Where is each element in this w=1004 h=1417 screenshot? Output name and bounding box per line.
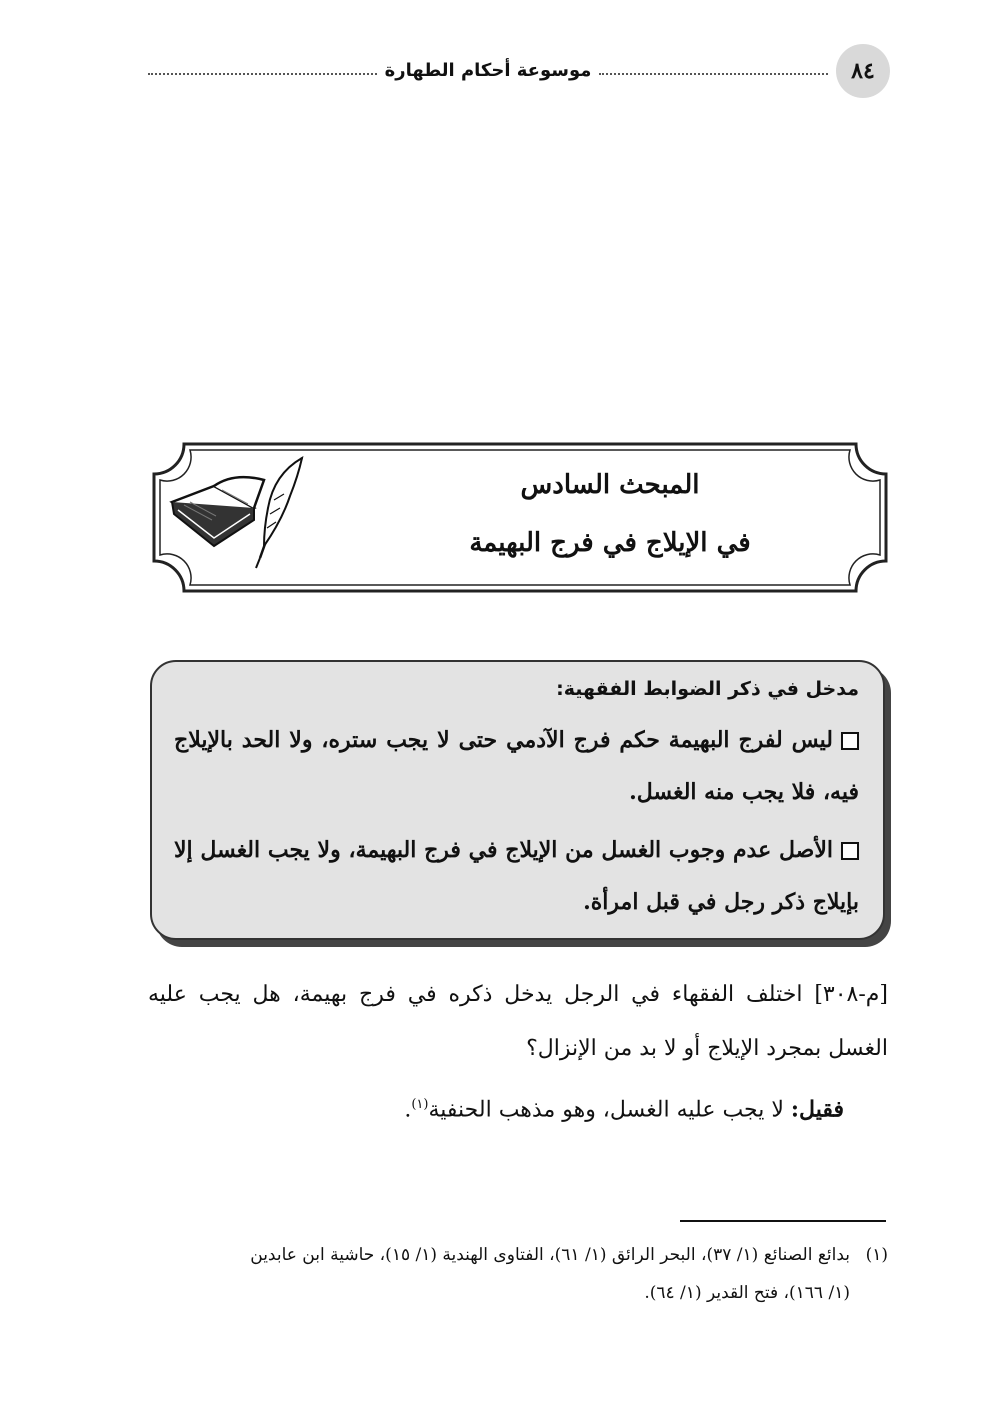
header-dots-left <box>148 73 377 75</box>
checkbox-icon <box>841 842 859 860</box>
fiqh-rules-box <box>150 660 885 940</box>
footnote-text: بدائع الصنائع (١/ ٣٧)، البحر الرائق (١/ ٦١)، الفتاوى الهندية (١/ ١٥)، حاشية ابن عابدين <box>250 1245 850 1265</box>
chapter-title-line1: المبحث السادس <box>520 470 700 500</box>
opinion-end: . <box>404 1097 412 1123</box>
page-number <box>836 44 890 98</box>
opinion-text: لا يجب عليه الغسل، وهو مذهب الحنفية <box>428 1097 791 1123</box>
footnote-line <box>148 1236 888 1274</box>
rule-item <box>174 714 859 818</box>
rules-heading: مدخل في ذكر الضوابط الفقهية: <box>556 678 859 700</box>
rule-item <box>174 824 859 928</box>
footnote <box>148 1236 888 1312</box>
body-paragraph: [م-٣٠٨] اختلف الفقهاء في الرجل يدخل ذكره في فرج بهيمة، هل يجب عليه الغسل بمجرد الإيلاج أو لا بد من الإنزال؟ <box>148 982 888 1061</box>
book-quill-icon <box>164 450 314 575</box>
rule-text: الأصل عدم وجوب الغسل من الإيلاج في فرج البهيمة، ولا يجب الغسل إلا بإيلاج ذكر رجل في قبل امرأة. <box>174 837 859 915</box>
footnote-separator <box>680 1220 886 1222</box>
rule-text: ليس لفرج البهيمة حكم فرج الآدمي حتى لا يجب ستره، ولا الحد بالإيلاج فيه، فلا يجب منه الغسل. <box>174 727 859 805</box>
opinion-term: فقيل: <box>790 1096 844 1123</box>
chapter-title-line2: في الإيلاج في فرج البهيمة <box>469 528 751 558</box>
checkbox-icon <box>841 732 859 750</box>
footnote-number: (١) <box>865 1245 888 1265</box>
footnote-continuation: (١/ ١٦٦)، فتح القدير (١/ ٦٤). <box>644 1283 850 1303</box>
body-paragraph <box>148 1078 888 1137</box>
page-number-text: ٨٤ <box>851 58 875 84</box>
header-dots-right <box>599 73 828 75</box>
chapter-title-frame <box>150 440 890 595</box>
running-header <box>148 52 828 88</box>
book-title: موسوعة أحكام الطهارة <box>384 59 592 81</box>
footnote-reference[interactable]: (١) <box>411 1097 429 1112</box>
